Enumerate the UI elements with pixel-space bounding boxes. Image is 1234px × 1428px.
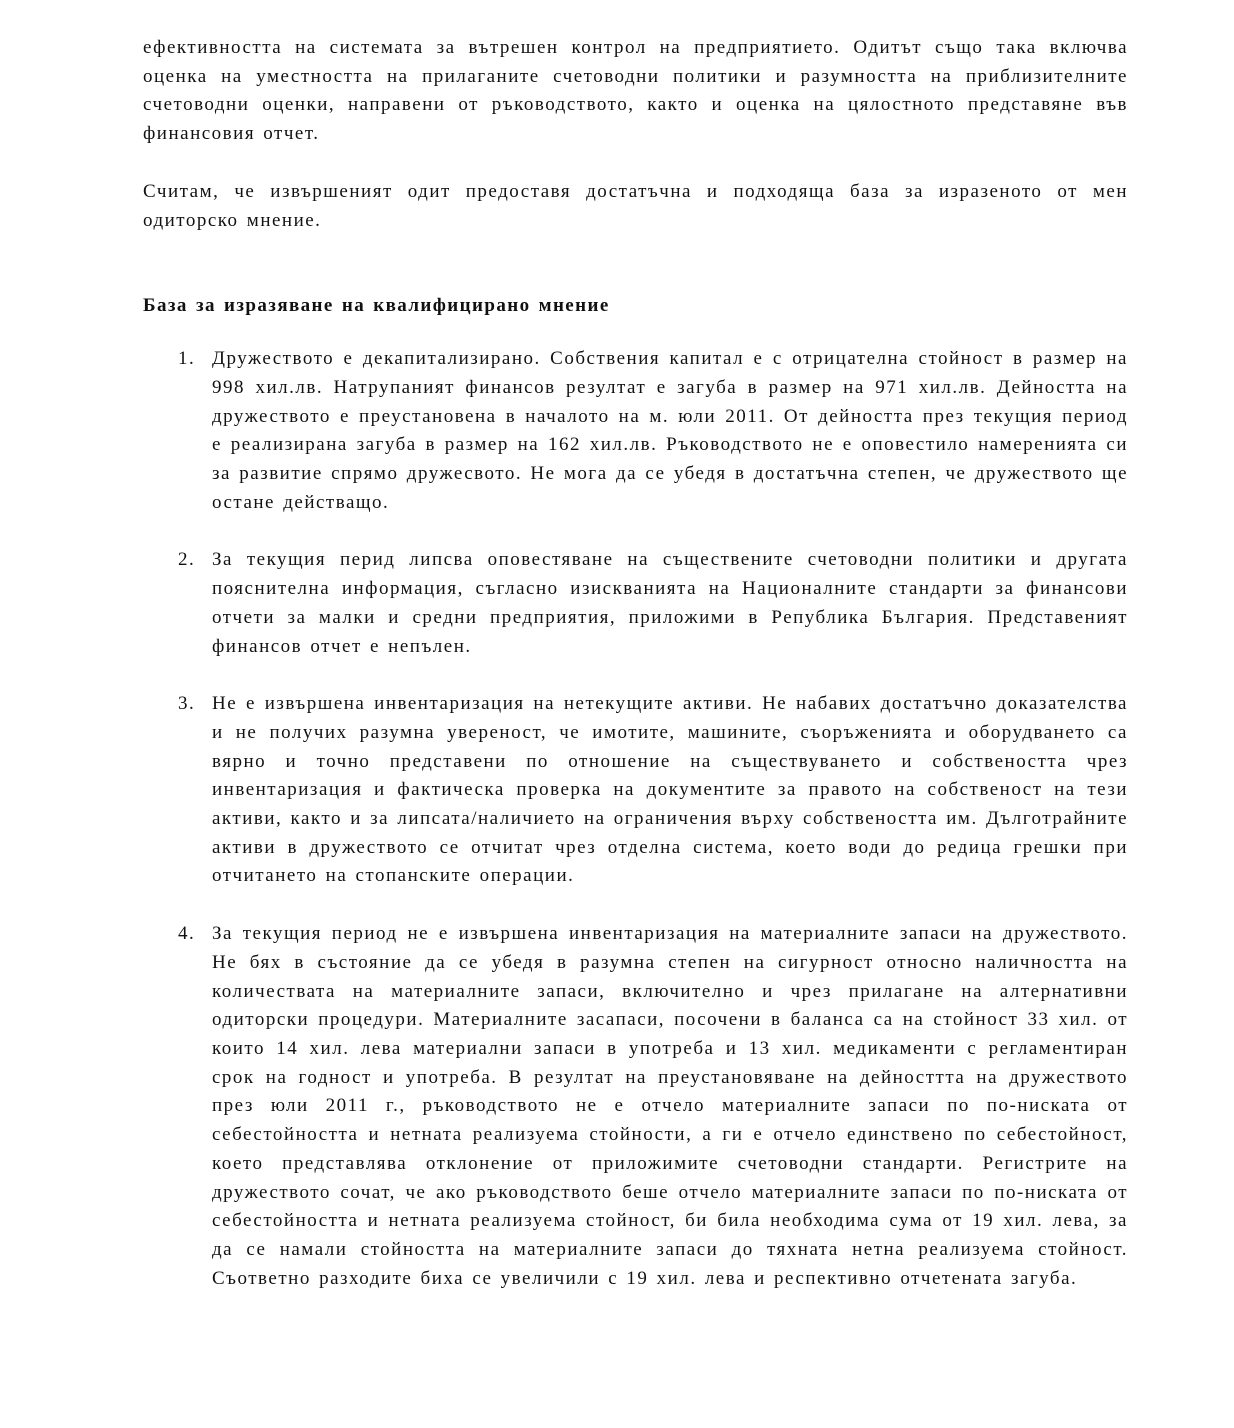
list-item [143,690,1128,891]
list-item-number: 1. [178,348,196,370]
list-item-text: За текущия период не е извършена инвентаризация на материалните запаси на дружеството. Не бях в състояние да се убедя в разумна степен на сигурност относно наличността на количествата на материалните запаси, включително и чрез прилагане на алтернативни одиторски процедури. Материалните засапаси, посочени в баланса са на стойност 33 хил. от които 14 хил. лева материални запаси в употреба и 13 хил. медикаменти с регламентиран срок на годност и употреба. В резултат на преустановяване на дейносттта на дружеството през юли 2011 г., ръководството не е отчело материалните запаси по по-ниската от себестойността и нетната реализуема стойности, а ги е отчело единствено по себестойност, което представлява отклонение от приложимите счетоводни стандарти. Регистрите на дружеството сочат, че ако ръководството беше отчело материалните запаси по по-ниската от себестойността и нетната реализуема стойност, би била необходима сума от 19 хил. лева, за да се намали стойността на материалните запаси до тяхната нетна реализуема стойност. Съответно разходите биха се увеличили с 19 хил. лева и респективно отчетената загуба. [212,923,1128,1289]
list-item [143,345,1128,517]
list-item-text: За текущия перид липсва оповестяване на съществените счетоводни политики и другата пояснителна информация, съгласно изискванията на Националните стандарти за финансови отчети за малки и средни предприятия, приложими в Република България. Представеният финансов отчет е непълен. [212,549,1128,657]
list-item-text: Не е извършена инвентаризация на нетекущите активи. Не набавих достатъчно доказателства и не получих разумна увереност, че имотите, машините, съоръженията и оборудването са вярно и точно представени по отношение на съществуването и собствеността чрез инвентаризация и фактическа проверка на документите за правото на собственост на тези активи, както и за липсата/наличието на ограничения върху собствеността им. Дълготрайните активи в дружеството се отчитат чрез отделна система, което води до редица грешки при отчитането на стопанските операции. [212,693,1128,887]
document-page [143,34,1128,1322]
list-item-number: 3. [178,693,196,715]
intro-paragraph: ефективността на системата за вътрешен контрол на предприятието. Одитът също така включва оценка на уместността на прилаганите счетоводни политики и разумността на приблизителните счетоводни оценки, направени от ръководството, както и оценка на цялостното представяне във финансовия отчет. [143,37,1128,145]
qualification-list [143,345,1128,1293]
opinion-paragraph: Считам, че извършеният одит предоставя достатъчна и подходяща база за изразеното от мен одиторско мнение. [143,180,1128,231]
list-item-text: Дружеството е декапитализирано. Собствения капитал е с отрицателна стойност в размер на 998 хил.лв. Натрупаният финансов резултат е загуба в размер на 971 хил.лв. Дейността на дружеството е преустановена в началото на м. юли 2011. От дейността през текущия период е реализирана загуба в размер на 162 хил.лв. Ръководството не е оповестило намеренията си за развитие спрямо дружесвото. Не мога да се убедя в достатъчна степен, че дружеството ще остане действащо. [212,348,1128,513]
list-item [143,546,1128,661]
list-item-number: 4. [178,923,196,945]
list-item-number: 2. [178,549,196,571]
list-item [143,920,1128,1293]
section-heading: База за изразяване на квалифицирано мнение [143,295,610,317]
